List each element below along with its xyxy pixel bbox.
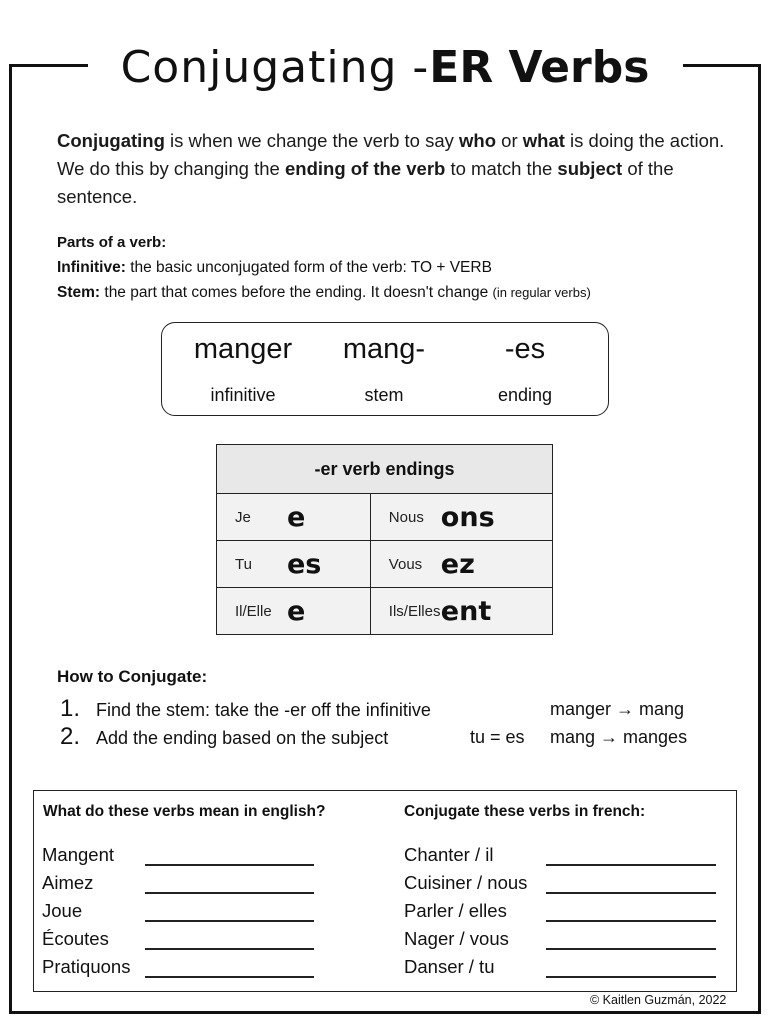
intro-paragraph [57,127,727,211]
pronoun: Nous [388,508,424,526]
practice-left-heading: What do these verbs mean in english? [43,803,326,820]
parts-heading: Parts of a verb: [57,234,167,251]
practice-left-item: Pratiquons [42,956,131,977]
example-infinitive: manger [193,333,293,365]
table-cell [370,494,552,541]
table-row [217,588,553,635]
answer-line[interactable] [546,976,716,978]
step-text: Find the stem: take the -er off the infinitive [96,700,431,720]
practice-right-item: Chanter / il [404,844,494,865]
example-label-ending: ending [497,385,553,405]
copyright-notice: © Kaitlen Guzmán, 2022 [590,993,727,1007]
example-label-infinitive: infinitive [210,385,276,405]
practice-left-item: Joue [42,900,83,921]
example-stem: mang- [342,333,426,365]
practice-right-heading: Conjugate these verbs in french: [404,803,646,820]
answer-line[interactable] [145,892,314,894]
table-cell [217,588,371,635]
practice-left-item: Écoutes [42,928,109,949]
step-1-example: manger → mang [550,699,685,719]
frame-border-top-left [9,64,88,67]
intro-term-subject: subject [557,158,623,179]
stem-text: the part that comes before the ending. It doesn't change [100,284,493,301]
verb-ending: ez [440,548,475,580]
frame-border-top-right [683,64,761,67]
pronoun: Tu [235,555,252,573]
table-cell [217,541,371,588]
example-label-stem: stem [364,385,404,405]
practice-right-item: Parler / elles [404,900,507,921]
step-2-rule: tu = es [470,727,525,747]
intro-text: to match the [445,158,558,179]
table-cell [217,494,371,541]
step-2-example: mang → manges [550,727,688,747]
answer-line[interactable] [546,864,716,866]
pronoun: Vous [388,555,423,573]
page-title [100,40,670,96]
answer-line[interactable] [546,920,716,922]
verb-ending: ons [440,501,495,533]
step-2 [60,724,388,751]
practice-right-item: Cuisiner / nous [404,872,528,893]
practice-right-item: Nager / vous [404,928,509,949]
answer-line[interactable] [145,920,314,922]
frame-border-bottom [9,1011,761,1014]
endings-table-header-row [217,445,553,494]
example-ending: -es [504,333,546,365]
stem-definition [57,280,737,305]
answer-line[interactable] [546,948,716,950]
step-1 [60,696,431,723]
practice-left-item: Mangent [42,844,114,865]
intro-text: is doing the action. We do this by changing the [57,130,725,179]
pronoun: Je [235,508,251,526]
table-row [217,494,553,541]
frame-border-left [9,64,12,1014]
verb-ending: e [287,501,306,533]
practice-right-item: Danser / tu [404,956,495,977]
intro-term-what: what [522,130,565,151]
intro-text: is when we change the verb to say [164,130,460,151]
howto-heading: How to Conjugate: [57,667,208,686]
infinitive-text: the basic unconjugated form of the verb: TO + VERB [125,259,492,276]
answer-line[interactable] [145,948,314,950]
title-light: Conjugating - [120,42,430,93]
intro-term-conjugating: Conjugating [57,130,165,151]
parts-of-verb [57,230,737,305]
title-bold: ER Verbs [429,42,650,93]
infinitive-label: Infinitive: [57,259,126,276]
table-cell [370,588,552,635]
verb-ending: ent [440,595,492,627]
practice-left-item: Aimez [42,872,94,893]
step-number: 1. [60,695,81,722]
table-row [217,541,553,588]
intro-text: or [496,130,523,151]
pronoun: Il/Elle [235,602,272,620]
verb-ending: e [287,595,306,627]
stem-note: (in regular verbs) [492,285,591,300]
step-text: Add the ending based on the subject [96,728,389,748]
endings-table-header: -er verb endings [217,445,553,494]
frame-border-right [758,64,761,1014]
stem-label: Stem: [57,284,101,301]
verb-ending: es [287,548,322,580]
infinitive-definition [57,255,737,280]
answer-line[interactable] [145,976,314,978]
table-cell [370,541,552,588]
intro-term-ending: ending of the verb [284,158,446,179]
answer-line[interactable] [546,892,716,894]
step-number: 2. [60,723,81,750]
pronoun: Ils/Elles [388,602,441,620]
answer-line[interactable] [145,864,314,866]
endings-table [216,444,553,635]
intro-term-who: who [459,130,497,151]
intro-text: of the sentence. [57,158,674,207]
